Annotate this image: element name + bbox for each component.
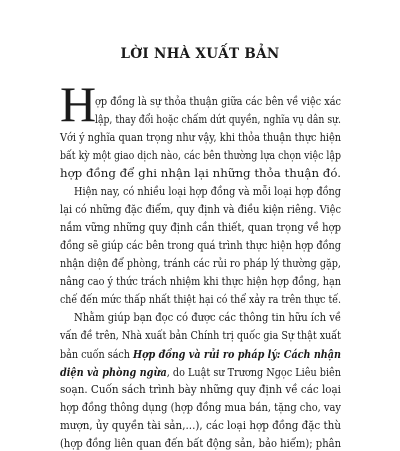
- page-title: LỜI NHÀ XUẤT BẢN: [120, 46, 280, 62]
- text-line: [60, 149, 341, 163]
- text-line: [60, 437, 341, 451]
- book-title-text: Hợp đồng và rủi ro pháp lý: Cách nhận: [133, 347, 341, 361]
- line-text: Hiện nay, có nhiều loại hợp đồng và mỗi loại hợp đồng: [74, 185, 342, 198]
- line-text: soạn. Cuốn sách trình bày những quy định về các loại: [60, 383, 341, 396]
- line-text: chế đến mức thấp nhất thiệt hại có thể xảy ra trên thực tế.: [60, 293, 342, 306]
- line-text: bất kỳ một giao dịch nào, các bên thường lựa chọn việc lập: [60, 149, 341, 162]
- text-line: [60, 293, 341, 307]
- line-text: nhận diện để phòng, tránh các rủi ro pháp lý thường gặp,: [60, 257, 342, 270]
- line-text: lập, thay đổi hoặc chấm dứt quyền, nghĩa vụ dân sự.: [95, 113, 341, 126]
- text-line: [60, 257, 341, 271]
- text-line: [74, 311, 341, 325]
- text-line: [60, 131, 341, 145]
- line-text: Nhằm giúp bạn đọc có được các thông tin hữu ích về: [74, 311, 341, 324]
- text-line: [60, 401, 341, 415]
- text-line: [60, 419, 341, 433]
- drop-cap: H: [60, 76, 97, 132]
- text-line: [74, 185, 341, 199]
- line-text: nắm vững những quy định cần thiết, quan trọng về hợp: [60, 221, 341, 234]
- text-line: [60, 221, 341, 235]
- line-text: nâng cao ý thức trách nhiệm khi thực hiện hợp đồng, hạn: [60, 275, 341, 288]
- line-text: ợp đồng là sự thỏa thuận giữa các bên về việc xác: [95, 95, 341, 108]
- text-line: [60, 365, 341, 380]
- text-line: [60, 167, 341, 181]
- text-line: [60, 383, 341, 397]
- line-text: hợp đồng để ghi nhận lại những thỏa thuận đó.: [60, 167, 341, 180]
- text-line: [95, 95, 341, 109]
- line-text: (hợp đồng liên quan đến bất động sản, bảo hiểm); phân: [60, 437, 341, 450]
- text-line: [95, 113, 341, 127]
- line-text: vấn đề trên, Nhà xuất bản Chính trị quốc gia Sự thật xuất: [60, 329, 341, 342]
- text-line: [60, 329, 341, 343]
- text-line: [60, 347, 341, 362]
- line-text: bản cuốn sách: [60, 348, 134, 361]
- line-text: , do Luật sư Trương Ngọc Liêu biên: [166, 366, 342, 379]
- line-text: hợp đồng thông dụng (hợp đồng mua bán, tặng cho, vay: [60, 401, 342, 414]
- line-text: mượn, ủy quyền tài sản,...), các loại hợp đồng đặc thù: [60, 419, 342, 432]
- text-line: [60, 203, 341, 217]
- line-text: Với ý nghĩa quan trọng như vậy, khi thỏa thuận thực hiện: [60, 131, 341, 144]
- text-line: [60, 239, 341, 253]
- text-line: [60, 275, 341, 289]
- line-text: đồng sẽ giúp các bên trong quá trình thực hiện hợp đồng: [60, 239, 341, 252]
- line-text: lại có những đặc điểm, quy định và điều kiện riêng. Việc: [60, 203, 342, 216]
- book-title-text: diện và phòng ngừa: [60, 365, 167, 379]
